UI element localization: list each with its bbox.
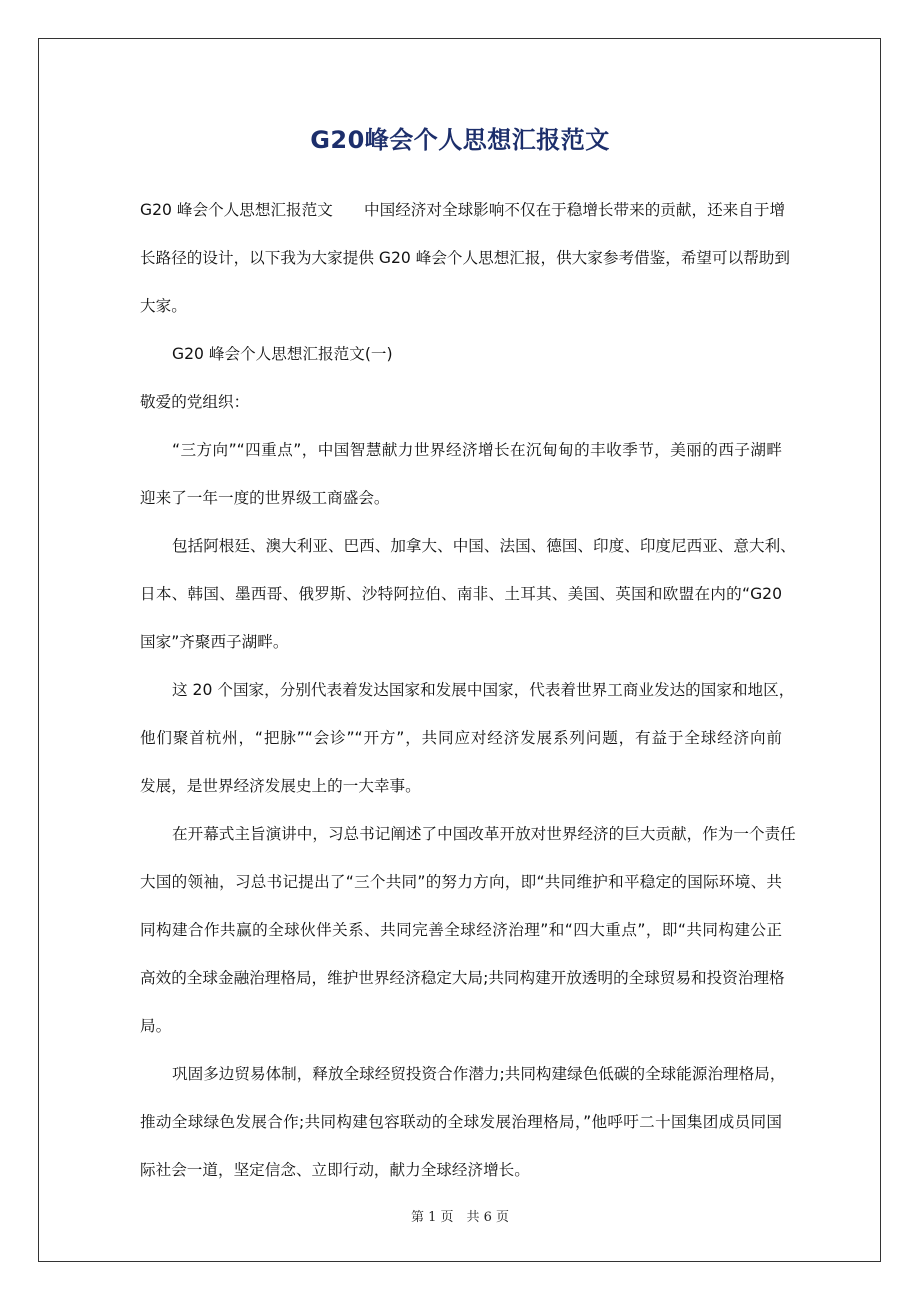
paragraph [140,436,782,532]
paragraph [140,340,782,388]
text-line: 日本、韩国、墨西哥、俄罗斯、沙特阿拉伯、南非、土耳其、美国、英国和欧盟在内的“G20 [140,585,782,603]
text-line: 国家”齐聚西子湖畔。 [140,633,289,651]
paragraph [140,1060,786,1204]
text-line: 巩固多边贸易体制，释放全球经贸投资合作潜力;共同构建绿色低碳的全球能源治理格局， [172,1065,786,1083]
paragraph [140,388,782,436]
text-line: “三方向”“四重点”，中国智慧献力世界经济增长在沉甸甸的丰收季节，美丽的西子湖畔 [172,441,782,459]
text-line: 包括阿根廷、澳大利亚、巴西、加拿大、中国、法国、德国、印度、印度尼西亚、意大利、 [172,537,796,555]
paragraph [140,676,795,820]
paragraph [140,532,796,676]
text-line: 推动全球绿色发展合作;共同构建包容联动的全球发展治理格局，”他呼吁二十国集团成员同国 [140,1113,782,1131]
text-line: 他们聚首杭州，“把脉”“会诊”“开方”，共同应对经济发展系列问题，有益于全球经济向前 [140,729,782,747]
text-line: 迎来了一年一度的世界级工商盛会。 [140,489,390,507]
text-line: 敬爱的党组织： [140,393,250,411]
text-line: 长路径的设计，以下我为大家提供 G20 峰会个人思想汇报，供大家参考借鉴，希望可以帮助到 [140,249,790,267]
document-body [140,196,796,1204]
text-line: 发展，是世界经济发展史上的一大幸事。 [140,777,421,795]
text-line: G20 峰会个人思想汇报范文(一) [172,345,393,363]
text-line: 在开幕式主旨演讲中，习总书记阐述了中国改革开放对世界经济的巨大贡献，作为一个责任 [172,825,796,843]
text-line: 同构建合作共赢的全球伙伴关系、共同完善全球经济治理”和“四大重点”，即“共同构建公正 [140,921,782,939]
text-line: G20 峰会个人思想汇报范文 中国经济对全球影响不仅在于稳增长带来的贡献，还来自于增 [140,201,786,219]
document-title: G20峰会个人思想汇报范文 [310,126,610,154]
text-line: 际社会一道，坚定信念、立即行动，献力全球经济增长。 [140,1161,530,1179]
text-line: 高效的全球金融治理格局，维护世界经济稳定大局;共同构建开放透明的全球贸易和投资治理格 [140,969,785,987]
paragraph [140,196,790,340]
text-line: 大国的领袖，习总书记提出了“三个共同”的努力方向，即“共同维护和平稳定的国际环境、共 [140,873,782,891]
text-line: 这 20 个国家，分别代表着发达国家和发展中国家，代表着世界工商业发达的国家和地区， [172,681,795,699]
paragraph [140,820,796,1060]
page-footer: 第 1 页 共 6 页 [410,1210,510,1225]
text-line: 大家。 [140,297,187,315]
text-line: 局。 [140,1017,172,1035]
